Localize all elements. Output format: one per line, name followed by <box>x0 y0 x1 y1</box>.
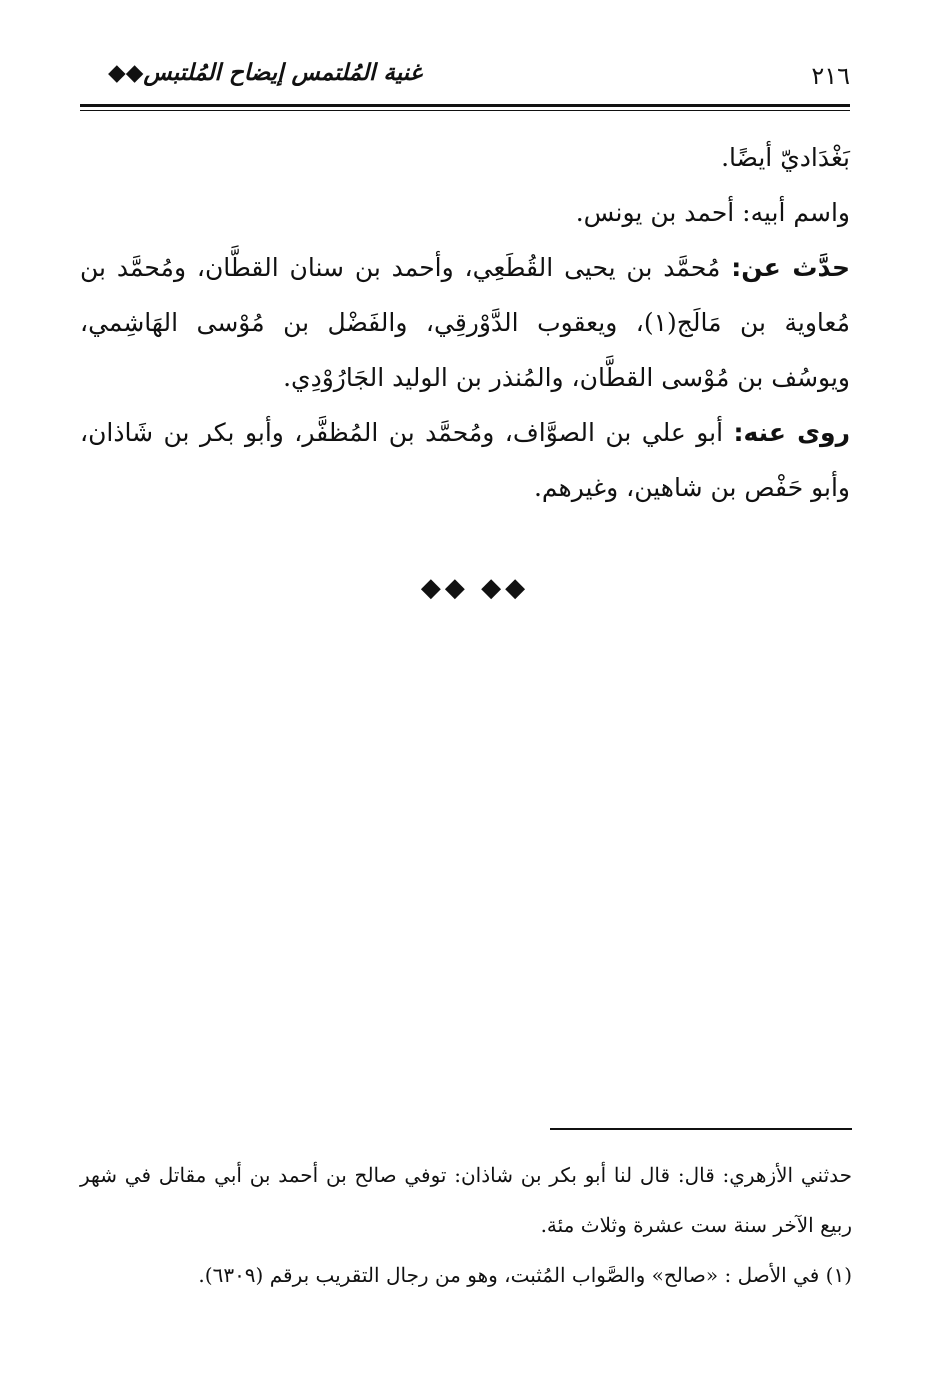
page-number: ٢١٦ <box>811 62 850 90</box>
header-rule-thick <box>80 104 850 107</box>
footnote-continuation: حدثني الأزهري: قال: قال لنا أبو بكر بن شاذان: توفي صالح بن أحمد بن أبي مقاتل في شهر ربيع الآخر سنة ست عشرة وثلاث مئة. <box>80 1163 852 1237</box>
footnote-rule <box>550 1128 852 1130</box>
footnote-1: (١) في الأصل : «صالح» والصَّواب المُثبت، وهو من رجال التقريب برقم (٦٣٠٩). <box>198 1263 852 1287</box>
haddatha-text: مُحمَّد بن يحيى القُطَعِي، وأحمد بن سنان القطَّان، ومُحمَّد بن مُعاوية بن مَالَج(١)، ويعقوب الدَّوْرقِي، والفَضْل بن مُوْسى الهَاشِمي، ويوسُف بن مُوْسى القطَّان، والمُنذر بن الوليد الجَارُوْدِي. <box>80 253 850 392</box>
header-rule-thin <box>80 110 850 111</box>
paragraph-haddatha <box>80 240 850 405</box>
rawa-text: أبو علي بن الصوَّاف، ومُحمَّد بن المُظفَّر، وأبو بكر بن شَاذان، وأبو حَفْص بن شاهين، وغيرهم. <box>80 418 850 502</box>
page-header <box>80 60 850 100</box>
footnotes <box>80 1150 852 1300</box>
paragraph-rawa <box>80 405 850 515</box>
text-line-1: بَغْدَاديّ أيضًا. <box>721 143 850 172</box>
rawa-heading: روى عنه: <box>733 418 850 447</box>
main-text <box>80 130 850 515</box>
text-line-2: واسم أبيه: أحمد بن يونس. <box>575 198 850 227</box>
haddatha-heading: حدَّث عن: <box>731 253 850 282</box>
running-title: غنية المُلتمس إيضاح المُلتبس◆◆ <box>108 60 422 86</box>
section-ornament: ◆◆ ◆◆ <box>420 573 530 603</box>
